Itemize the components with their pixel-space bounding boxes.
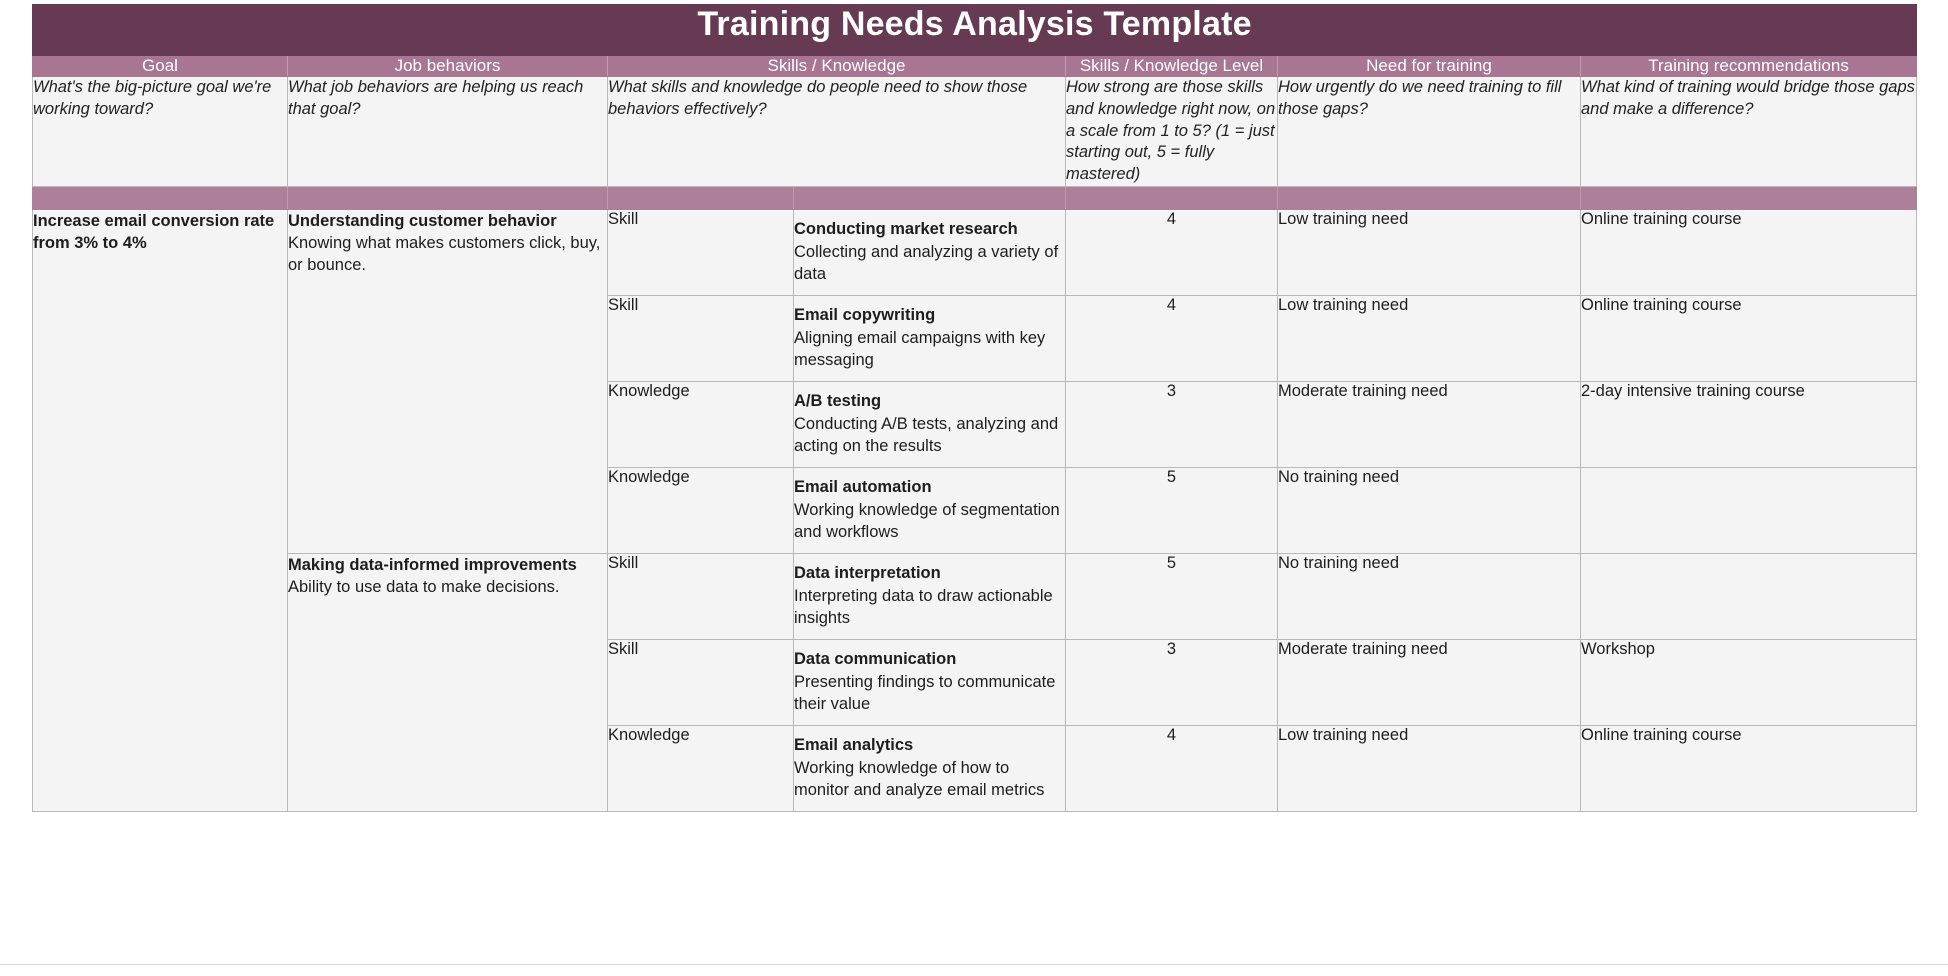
skill-type: Skill [608,209,794,295]
skill-level: 5 [1066,467,1278,553]
training-need: Low training need [1278,725,1581,811]
prompt-goal: What's the big-picture goal we're working toward? [33,77,288,187]
training-need: Low training need [1278,209,1581,295]
skill-knowledge-cell [794,553,1066,639]
skill-level: 4 [1066,209,1278,295]
training-recommendation: 2-day intensive training course [1581,381,1917,467]
training-need: Moderate training need [1278,639,1581,725]
skill-type: Knowledge [608,381,794,467]
table-row [33,209,1917,295]
skill-knowledge-cell [794,295,1066,381]
job-behavior-cell [288,553,608,811]
skill-knowledge-cell [794,381,1066,467]
skill-type: Skill [608,639,794,725]
training-recommendation: Online training course [1581,725,1917,811]
column-header-training-recommendations[interactable]: Training recommendations [1581,56,1917,77]
skill-knowledge-cell [794,467,1066,553]
training-recommendation [1581,553,1917,639]
job-behavior-description: Ability to use data to make decisions. [288,578,560,597]
skill-description: Aligning email campaigns with key messaging [794,328,1046,369]
skill-description: Interpreting data to draw actionable insights [794,586,1053,627]
column-header-goal[interactable]: Goal [33,56,288,77]
skill-type: Skill [608,553,794,639]
header-row [33,56,1917,77]
training-recommendation: Online training course [1581,209,1917,295]
skill-title: A/B testing [794,391,882,410]
column-header-job-behaviors[interactable]: Job behaviors [288,56,608,77]
job-behavior-cell [288,209,608,553]
skill-title: Conducting market research [794,219,1018,238]
column-header-need-for-training[interactable]: Need for training [1278,56,1581,77]
tna-table [32,4,1917,812]
bottom-divider [0,964,1948,965]
prompt-job-behaviors: What job behaviors are helping us reach that goal? [288,77,608,187]
column-header-skills-knowledge-level[interactable]: Skills / Knowledge Level [1066,56,1278,77]
skill-level: 4 [1066,725,1278,811]
training-need: No training need [1278,467,1581,553]
training-need: Low training need [1278,295,1581,381]
column-header-skills-knowledge[interactable]: Skills / Knowledge [608,56,1066,77]
divider-band-need [1278,186,1581,209]
table-row [33,553,1917,639]
skill-type: Knowledge [608,467,794,553]
skill-title: Data interpretation [794,563,941,582]
skill-type: Skill [608,295,794,381]
divider-band-goal [33,186,288,209]
prompt-skills-knowledge-level: How strong are those skills and knowledge right now, on a scale from 1 to 5? (1 = just starting out, 5 = fully mastered) [1066,77,1278,187]
skill-description: Collecting and analyzing a variety of data [794,242,1059,283]
divider-band-level [1066,186,1278,209]
training-need: Moderate training need [1278,381,1581,467]
skill-level: 3 [1066,639,1278,725]
training-recommendation [1581,467,1917,553]
skill-title: Email analytics [794,735,914,754]
skill-description: Working knowledge of how to monitor and analyze email metrics [794,758,1045,799]
skill-description: Working knowledge of segmentation and workflows [794,500,1060,541]
skill-knowledge-cell [794,639,1066,725]
skill-knowledge-cell [794,209,1066,295]
skill-title: Email automation [794,477,932,496]
job-behavior-title: Making data-informed improvements [288,555,577,574]
skill-description: Conducting A/B tests, analyzing and acting on the results [794,414,1059,455]
training-recommendation: Workshop [1581,639,1917,725]
skill-title: Email copywriting [794,305,936,324]
prompt-need-for-training: How urgently do we need training to fill those gaps? [1278,77,1581,187]
training-need: No training need [1278,553,1581,639]
job-behavior-title: Understanding customer behavior [288,211,557,230]
skill-knowledge-cell [794,725,1066,811]
divider-band-job-behaviors [288,186,608,209]
divider-band-row [33,186,1917,209]
divider-band-type [608,186,794,209]
skill-description: Presenting findings to communicate their value [794,672,1056,713]
prompt-skills-knowledge: What skills and knowledge do people need to show those behaviors effectively? [608,77,1066,187]
page-title: Training Needs Analysis Template [33,5,1917,56]
title-row [33,5,1917,56]
goal-value: Increase email conversion rate from 3% to 4% [33,209,288,811]
prompt-training-recommendations: What kind of training would bridge those gaps and make a difference? [1581,77,1917,187]
skill-level: 5 [1066,553,1278,639]
divider-band-recommendations [1581,186,1917,209]
skill-level: 3 [1066,381,1278,467]
training-needs-analysis-sheet [32,4,1916,812]
divider-band-skills [794,186,1066,209]
training-recommendation: Online training course [1581,295,1917,381]
prompt-row [33,77,1917,187]
skill-type: Knowledge [608,725,794,811]
skill-level: 4 [1066,295,1278,381]
skill-title: Data communication [794,649,957,668]
job-behavior-description: Knowing what makes customers click, buy, or bounce. [288,234,601,275]
